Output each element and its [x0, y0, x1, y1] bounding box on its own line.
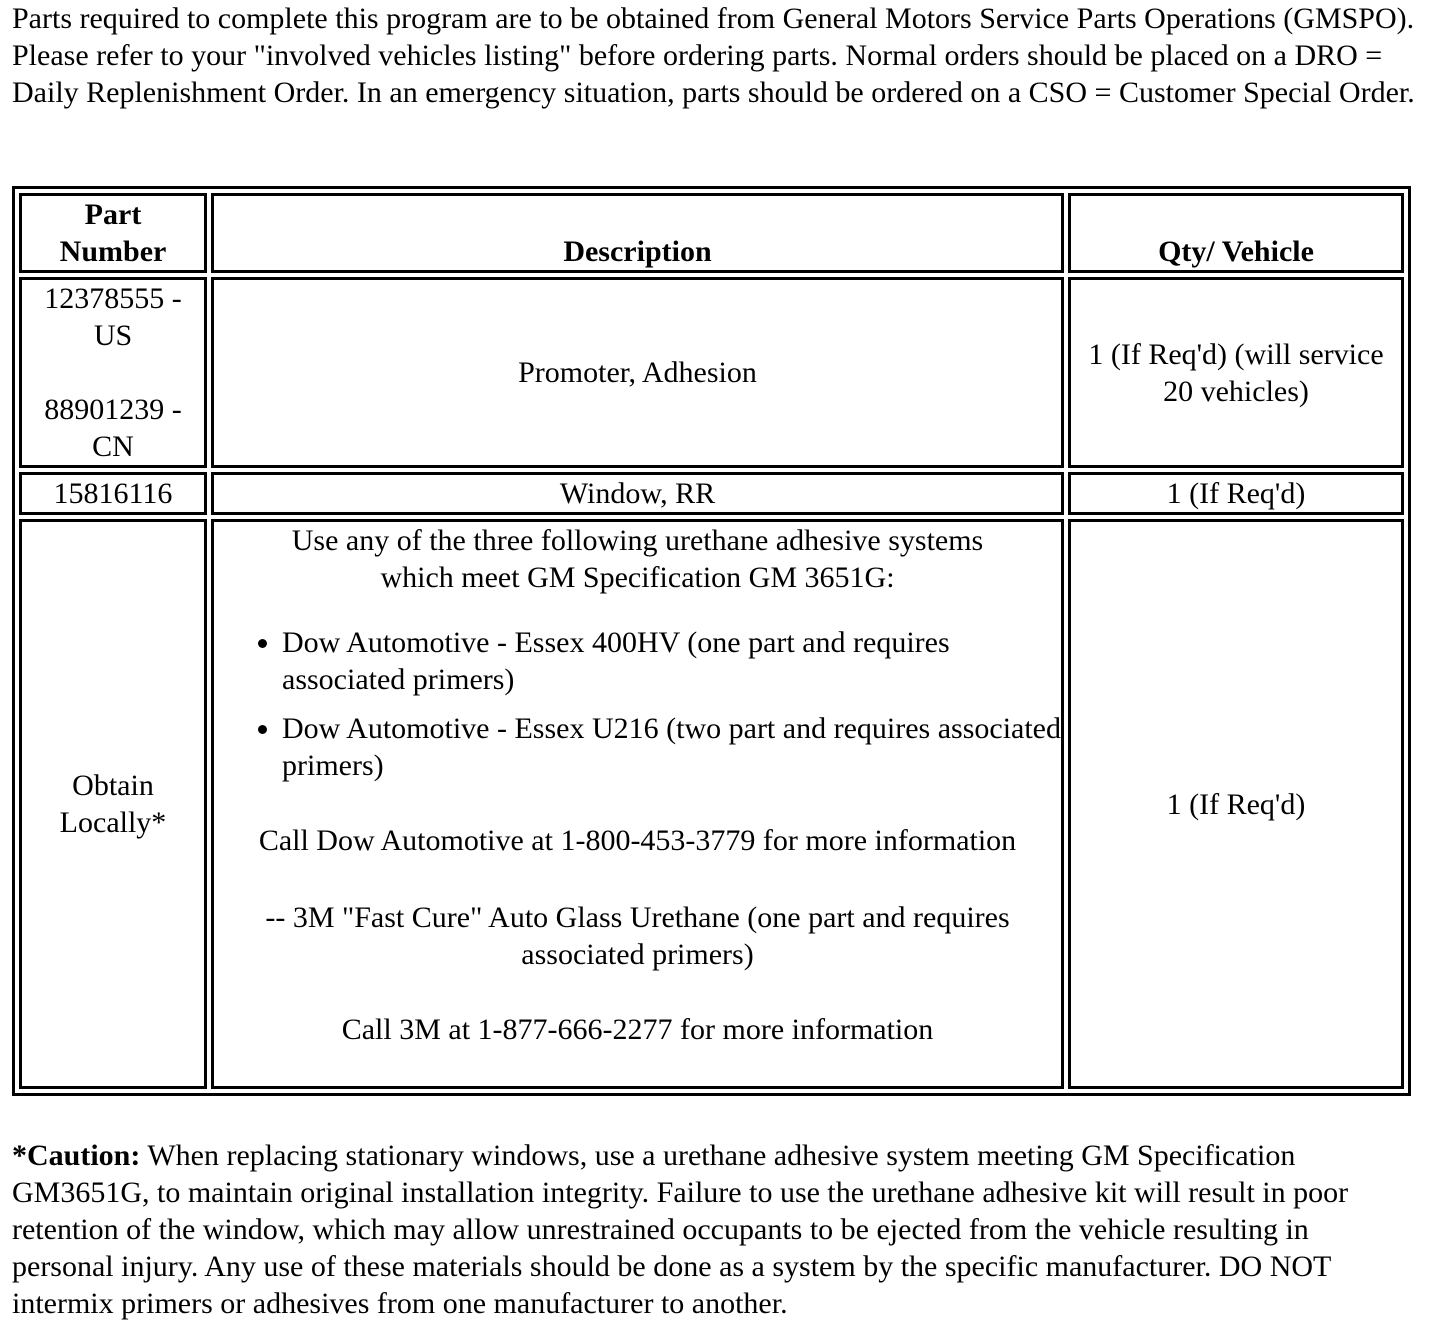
caution-label: *Caution:	[12, 1139, 141, 1172]
threem-contact: Call 3M at 1-877-666-2277 for more information	[341, 1013, 934, 1046]
cell-qty	[1068, 277, 1404, 468]
adhesive-systems-list	[214, 624, 1061, 784]
table-row	[19, 472, 1404, 515]
part-number-us-suffix: US	[93, 319, 133, 352]
list-item: • Dow Automotive - Essex 400HV (one part and requires associated primers)	[282, 624, 1061, 698]
table-header-row	[19, 193, 1404, 273]
cell-part-number	[19, 519, 207, 1089]
cell-description	[211, 519, 1064, 1089]
caution-text: When replacing stationary windows, use a urethane adhesive system meeting GM Specification GM3651G, to maintain original installation integrity. Failure to use the urethane adhesive kit will result in poor retention of the window, which may allow unrestrained occupants to be ejected from the vehicle resulting in personal injury. Any use of these materials should be done as a system by the specific manufacturer. DO NOT intermix primers or adhesives from one manufacturer to another.	[12, 1139, 1349, 1320]
caution-paragraph	[12, 1137, 1412, 1322]
intro-paragraph: Parts required to complete this program are to be obtained from General Motors Service Parts Operations (GMSPO). Please refer to your "involved vehicles listing" before ordering parts. Normal orders should be placed on a DRO = Daily Replenishment Order. In an emergency situation, parts should be ordered on a CSO = Customer Special Order.	[12, 2, 1415, 109]
table-row	[19, 519, 1404, 1089]
table-row	[19, 277, 1404, 468]
list-item: • Dow Automotive - Essex U216 (two part and requires associated primers)	[282, 710, 1061, 784]
obtain-line2: Locally*	[59, 806, 167, 839]
cell-qty: 1 (If Req'd)	[1068, 519, 1404, 1089]
systems-intro-line1: Use any of the three following urethane adhesive systems	[291, 524, 984, 557]
cell-description: Promoter, Adhesion	[211, 277, 1064, 468]
part-number-cn-suffix: CN	[92, 430, 134, 463]
qty-line2: 20 vehicles)	[1163, 374, 1309, 408]
header-qty-vehicle: Qty/ Vehicle	[1068, 193, 1404, 273]
dow-contact: Call Dow Automotive at 1-800-453-3779 for more information	[258, 824, 1017, 857]
header-part-number	[19, 193, 207, 273]
systems-intro-line2: which meet GM Specification GM 3651G:	[380, 561, 895, 594]
cell-qty: 1 (If Req'd)	[1068, 472, 1404, 515]
parts-table	[12, 186, 1411, 1096]
header-description: Description	[211, 193, 1064, 273]
cell-part-number	[19, 277, 207, 468]
part-number-cn: 88901239 -	[44, 393, 182, 426]
threem-line1: -- 3M "Fast Cure" Auto Glass Urethane (one part and requires	[265, 901, 1010, 934]
cell-part-number: 15816116	[19, 472, 207, 515]
header-part-line1: Part	[84, 198, 142, 231]
part-number-us: 12378555 -	[44, 282, 182, 315]
cell-description: Window, RR	[211, 472, 1064, 515]
qty-line1: 1 (If Req'd) (will service	[1088, 337, 1384, 371]
header-part-line2: Number	[59, 235, 167, 268]
obtain-line1: Obtain	[72, 769, 154, 802]
threem-line2: associated primers)	[521, 938, 754, 971]
